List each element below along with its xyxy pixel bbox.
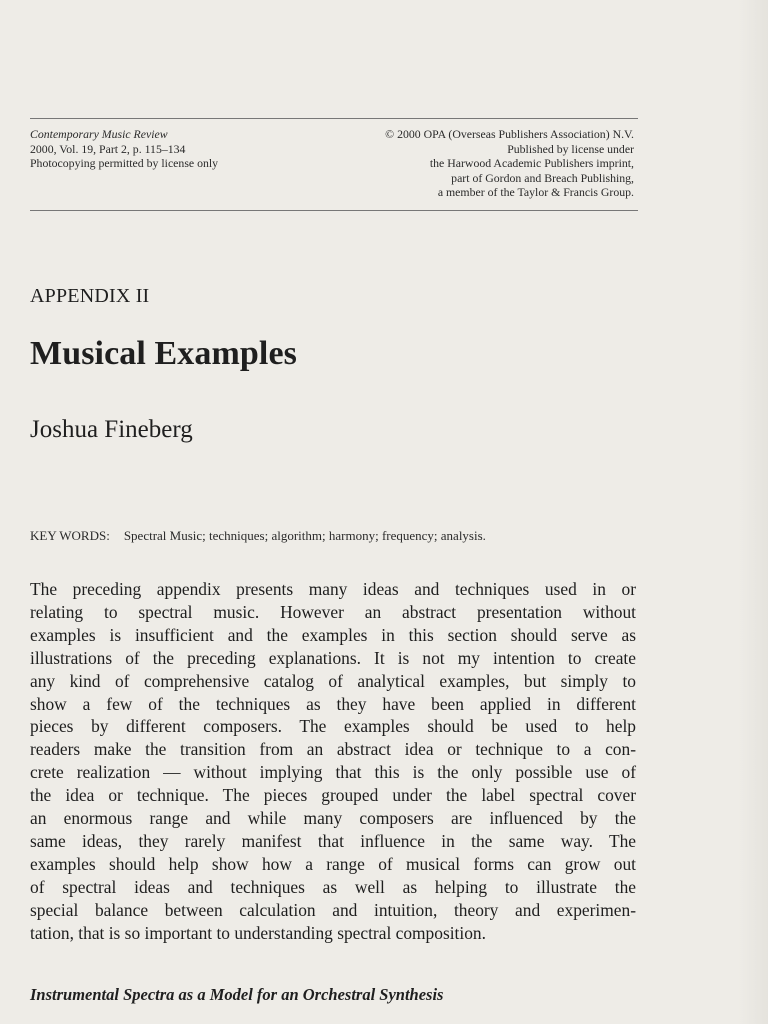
author-name: Joshua Fineberg	[30, 416, 193, 443]
body-line: illustrations of the preceding explanations. It is not my intention to create	[30, 647, 636, 668]
body-line: readers make the transition from an abstract idea or technique to a con-	[30, 739, 636, 760]
body-line: examples should help show how a range of musical forms can grow out	[30, 853, 636, 874]
body-line: tation, that is so important to understanding spectral composition.	[30, 922, 486, 943]
body-line: of spectral ideas and techniques as well as helping to illustrate the	[30, 876, 636, 897]
appendix-label: APPENDIX II	[30, 285, 150, 307]
section-heading: Instrumental Spectra as a Model for an Orchestral Synthesis	[30, 985, 444, 1004]
journal-title: Contemporary Music Review	[30, 127, 168, 141]
publisher-info	[330, 127, 634, 200]
copyright-line: © 2000 OPA (Overseas Publishers Association) N.V.	[385, 127, 634, 141]
body-line: the idea or technique. The pieces grouped under the label spectral cover	[30, 785, 636, 806]
keywords-text: Spectral Music; techniques; algorithm; harmony; frequency; analysis.	[123, 528, 486, 543]
keywords-label: KEY WORDS:	[30, 528, 110, 543]
photocopy-license: Photocopying permitted by license only	[30, 156, 219, 170]
publisher-line: Published by license under	[507, 141, 634, 156]
article-title: Musical Examples	[30, 335, 297, 372]
header-bottom-rule	[30, 210, 638, 211]
journal-citation: 2000, Vol. 19, Part 2, p. 115–134	[30, 141, 186, 156]
body-paragraph	[30, 578, 636, 945]
body-line: crete realization — without implying that this is the only possible use of	[30, 762, 636, 783]
page-edge-shadow	[738, 0, 768, 1024]
journal-info	[30, 127, 320, 171]
publisher-line: a member of the Taylor & Francis Group.	[437, 185, 634, 199]
header-top-rule	[30, 118, 638, 119]
body-line: show a few of the techniques as they have been applied in different	[30, 693, 636, 714]
body-line: an enormous range and while many composers are influenced by the	[30, 808, 636, 829]
publisher-line: part of Gordon and Breach Publishing,	[451, 170, 634, 185]
body-line: pieces by different composers. The examples should be used to help	[30, 716, 636, 737]
body-line: any kind of comprehensive catalog of analytical examples, but simply to	[30, 670, 636, 691]
body-line: same ideas, they rarely manifest that influence in the same way. The	[30, 830, 636, 851]
publisher-line: the Harwood Academic Publishers imprint,	[429, 156, 634, 170]
body-line: special balance between calculation and intuition, theory and experimen-	[30, 899, 636, 920]
body-line: The preceding appendix presents many ideas and techniques used in or	[30, 579, 636, 599]
body-line: relating to spectral music. However an abstract presentation without	[30, 601, 636, 622]
body-line: examples is insufficient and the examples in this section should serve as	[30, 624, 636, 645]
keywords	[30, 528, 640, 544]
